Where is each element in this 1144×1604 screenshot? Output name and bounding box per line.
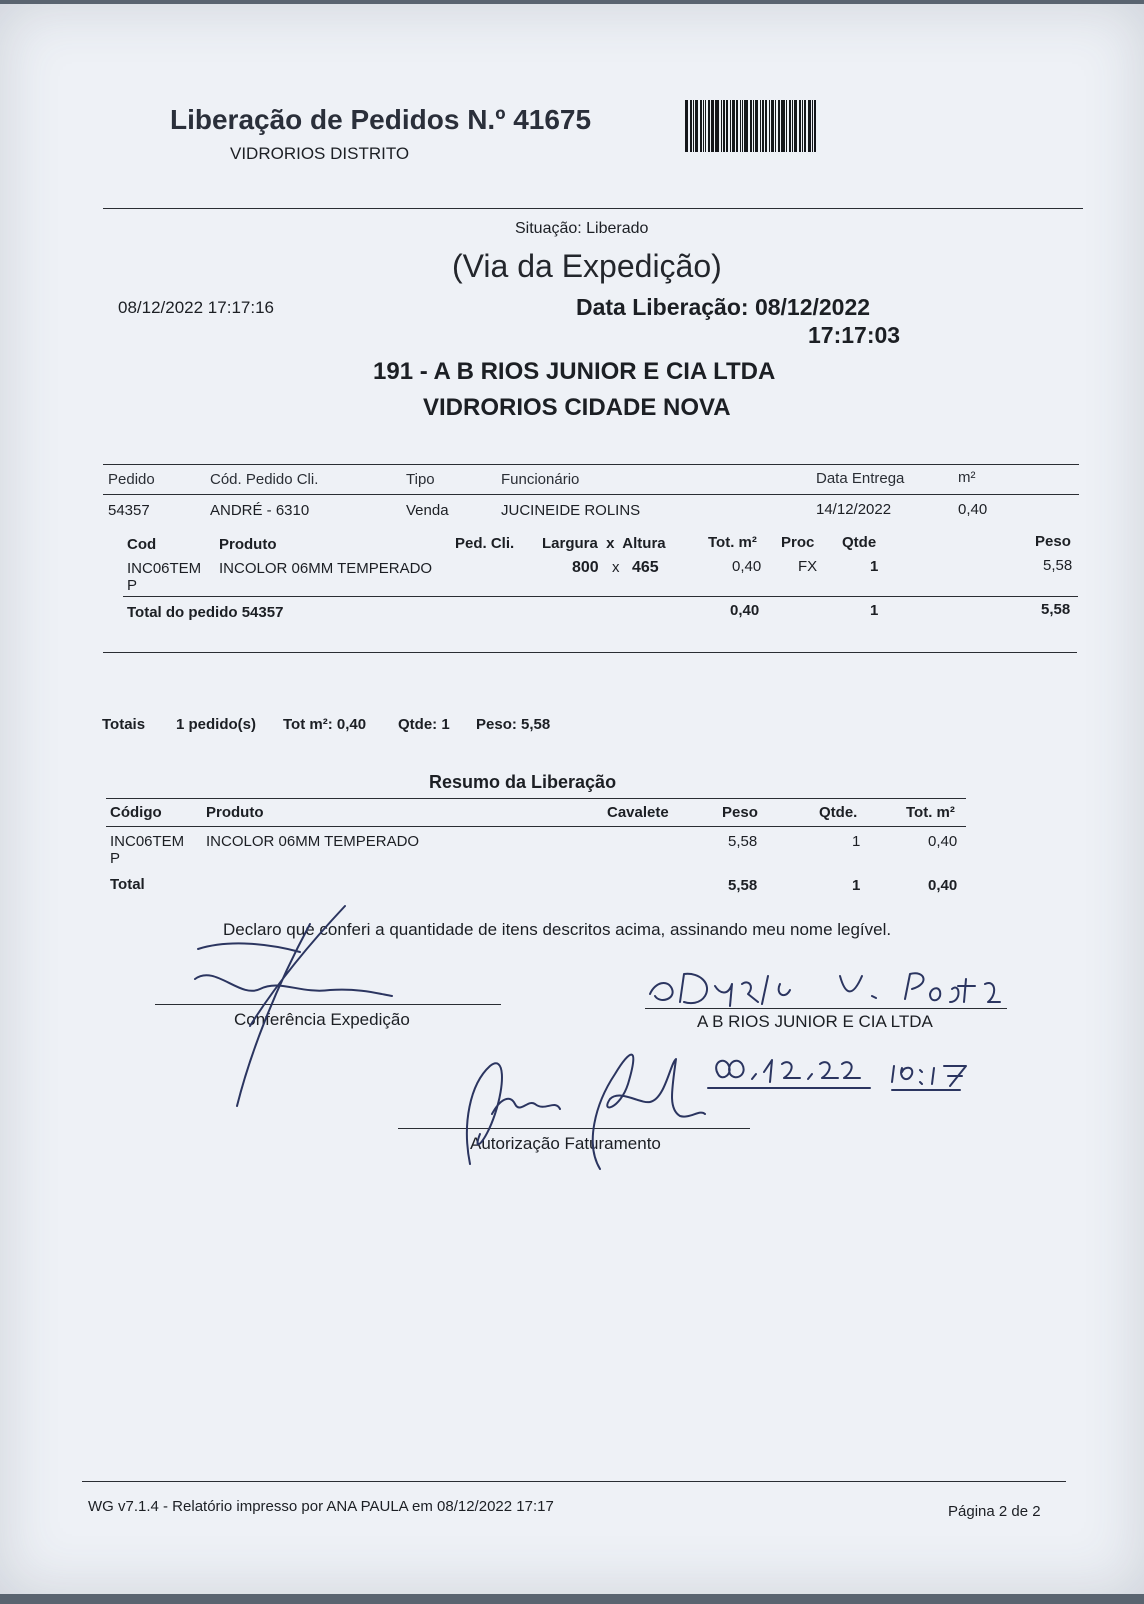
client-store: VIDRORIOS CIDADE NOVA bbox=[423, 394, 731, 421]
summary-peso: 5,58 bbox=[728, 833, 758, 850]
item-header-ped-cli: Ped. Cli. bbox=[455, 535, 515, 552]
declaration-text: Declaro que conferi a quantidade de itens descritos acima, assinando meu nome legível. bbox=[223, 920, 892, 939]
summary-header-tot-m2: Tot. m² bbox=[906, 804, 955, 821]
col-header-m2: m² bbox=[958, 469, 976, 486]
item-header-proc: Proc bbox=[781, 534, 815, 551]
item-produto: INCOLOR 06MM TEMPERADO bbox=[219, 560, 433, 577]
totals-label: Totais bbox=[102, 716, 146, 733]
handwritten-date-underline bbox=[708, 1088, 960, 1090]
col-header-pedido: Pedido bbox=[108, 471, 155, 488]
client-signature-scribble bbox=[650, 973, 1000, 1006]
item-tot-m2: 0,40 bbox=[732, 558, 762, 575]
summary-total-qtde: 1 bbox=[852, 877, 861, 894]
item-peso: 5,58 bbox=[1043, 557, 1073, 574]
order-tipo: Venda bbox=[406, 502, 449, 519]
totals-m2: Tot m²: 0,40 bbox=[283, 716, 367, 733]
item-header-produto: Produto bbox=[219, 536, 277, 553]
item-cod-line1: INC06TEM bbox=[127, 560, 202, 577]
footer-rule bbox=[82, 1481, 1066, 1482]
item-header-tot-m2: Tot. m² bbox=[708, 534, 757, 551]
item-header-peso: Peso bbox=[1035, 533, 1071, 550]
col-header-cod-pedido-cli: Cód. Pedido Cli. bbox=[210, 471, 319, 488]
printed-timestamp: 08/12/2022 17:17:16 bbox=[118, 298, 274, 317]
order-m2: 0,40 bbox=[958, 501, 988, 518]
item-header-qtde: Qtde bbox=[842, 534, 877, 551]
summary-total-peso: 5,58 bbox=[728, 877, 758, 894]
order-total-m2: 0,40 bbox=[730, 602, 760, 619]
client-signature-label: A B RIOS JUNIOR E CIA LTDA bbox=[697, 1012, 933, 1031]
col-header-funcionario: Funcionário bbox=[501, 471, 580, 488]
company-name: VIDRORIOS DISTRITO bbox=[230, 144, 410, 163]
item-header-largura-altura: Largura x Altura bbox=[542, 535, 666, 552]
summary-codigo-line2: P bbox=[110, 850, 121, 867]
summary-produto: INCOLOR 06MM TEMPERADO bbox=[206, 833, 420, 850]
client-name: 191 - A B RIOS JUNIOR E CIA LTDA bbox=[373, 358, 776, 385]
summary-header-produto: Produto bbox=[206, 804, 264, 821]
totals-orders: 1 pedido(s) bbox=[176, 716, 257, 733]
col-header-tipo: Tipo bbox=[406, 471, 435, 488]
item-dimension-separator: x bbox=[612, 559, 620, 576]
summary-qtde: 1 bbox=[852, 833, 861, 850]
order-total-qtde: 1 bbox=[870, 602, 879, 619]
summary-total-label: Total bbox=[110, 876, 145, 893]
page-title: Liberação de Pedidos N.º 41675 bbox=[170, 104, 592, 135]
item-altura: 465 bbox=[632, 559, 659, 576]
order-cod-pedido-cli: ANDRÉ - 6310 bbox=[210, 502, 310, 519]
conferencia-label: Conferência Expedição bbox=[234, 1010, 410, 1029]
summary-tot-m2: 0,40 bbox=[928, 833, 958, 850]
summary-header-qtde: Qtde. bbox=[819, 804, 858, 821]
totals-qtde: Qtde: 1 bbox=[398, 716, 450, 733]
order-funcionario: JUCINEIDE ROLINS bbox=[501, 502, 641, 519]
release-time: 17:17:03 bbox=[808, 322, 901, 348]
autorizacao-signature-scribble bbox=[467, 1055, 705, 1169]
footer-print-info: WG v7.1.4 - Relatório impresso por ANA PAULA em 08/12/2022 17:17 bbox=[88, 1498, 554, 1515]
totals-peso: Peso: 5,58 bbox=[476, 716, 551, 733]
item-proc: FX bbox=[798, 558, 818, 575]
order-data-entrega: 14/12/2022 bbox=[816, 501, 892, 518]
summary-title: Resumo da Liberação bbox=[429, 772, 617, 792]
order-total-label: Total do pedido 54357 bbox=[127, 604, 284, 621]
item-qtde: 1 bbox=[870, 558, 879, 575]
footer-page-number: Página 2 de 2 bbox=[948, 1503, 1041, 1520]
summary-header-peso: Peso bbox=[722, 804, 758, 821]
order-pedido: 54357 bbox=[108, 502, 150, 519]
autorizacao-label: Autorização Faturamento bbox=[470, 1134, 661, 1153]
item-header-cod: Cod bbox=[127, 536, 157, 553]
conferencia-signature-scribble bbox=[195, 906, 392, 1106]
handwritten-date-scribble bbox=[716, 1060, 966, 1086]
summary-total-tot-m2: 0,40 bbox=[928, 877, 958, 894]
item-largura: 800 bbox=[572, 559, 599, 576]
col-header-data-entrega: Data Entrega bbox=[816, 470, 905, 487]
copy-type-label: (Via da Expedição) bbox=[452, 248, 722, 284]
release-date: Data Liberação: 08/12/2022 bbox=[576, 294, 871, 320]
item-cod-line2: P bbox=[127, 577, 138, 594]
order-total-peso: 5,58 bbox=[1041, 601, 1071, 618]
summary-header-codigo: Código bbox=[110, 804, 162, 821]
report-page bbox=[0, 4, 1144, 1594]
summary-header-cavalete: Cavalete bbox=[607, 804, 669, 821]
status-label: Situação: Liberado bbox=[515, 220, 649, 237]
summary-codigo-line1: INC06TEM bbox=[110, 833, 185, 850]
handwritten-signatures bbox=[0, 4, 1144, 1604]
